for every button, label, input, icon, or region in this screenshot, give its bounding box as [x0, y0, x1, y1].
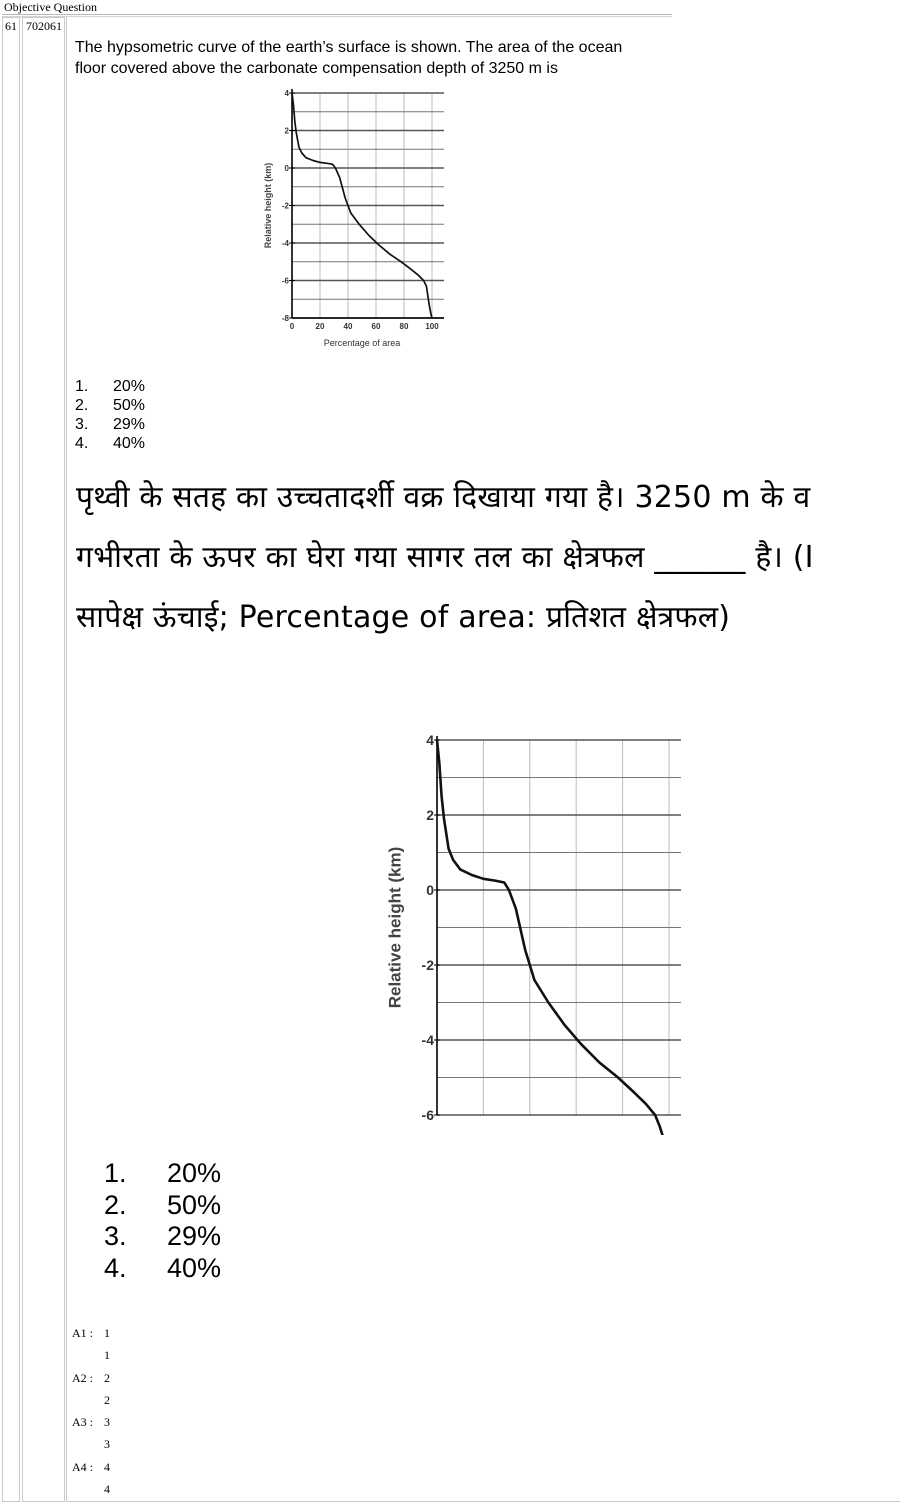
answer-sub-row	[72, 1433, 110, 1455]
options-english	[75, 377, 145, 453]
option-number: 1.	[75, 378, 89, 395]
option-number: 4.	[104, 1252, 127, 1283]
answer-key	[72, 1322, 110, 1500]
option-text: 20%	[167, 1158, 222, 1188]
question-number-cell	[2, 17, 20, 1502]
question-text-line: सापेक्ष ऊंचाई; Percentage of area: प्रतिशत क्षेत्रफल)	[76, 600, 731, 635]
y-tick-label: -4	[421, 1031, 434, 1048]
y-tick-label: -6	[421, 1106, 434, 1123]
option-item	[75, 377, 145, 396]
option-text: 40%	[113, 435, 146, 452]
answer-sub-value: 3	[104, 1437, 110, 1452]
x-tick-label: 60	[371, 322, 381, 331]
y-tick-label: -8	[281, 313, 289, 323]
section-title: Objective Question	[4, 0, 97, 14]
y-tick-label: 2	[284, 126, 289, 136]
option-text: 50%	[113, 397, 146, 414]
question-text-line: गभीरता के ऊपर का घेरा गया सागर तल का क्षेत्रफल ______ है। (I	[76, 540, 814, 575]
answer-sub-row	[72, 1389, 110, 1411]
y-tick-label: -4	[281, 238, 289, 248]
option-item	[104, 1221, 221, 1253]
question-text-line: The hypsometric curve of the earth’s surface is shown. The area of the ocean	[75, 39, 623, 56]
option-number: 2.	[104, 1189, 127, 1220]
answer-label: A3 :	[72, 1415, 93, 1430]
y-tick-label: 4	[426, 731, 434, 748]
y-axis-label: Relative height (km)	[385, 846, 405, 1009]
option-number: 4.	[75, 435, 89, 452]
y-tick-label: 0	[426, 881, 434, 898]
section-header	[2, 0, 672, 15]
answer-value: 2	[104, 1370, 110, 1385]
y-tick-label: 4	[284, 88, 289, 98]
x-tick-label: 80	[399, 322, 409, 331]
x-tick-label: 100	[425, 322, 439, 331]
option-text: 29%	[167, 1221, 222, 1251]
question-text-hindi	[76, 468, 900, 648]
question-text-line: पृथ्वी के सतह का उच्चतादर्शी वक्र दिखाया गया है। 3250 m के व	[76, 480, 811, 515]
question-text-english	[75, 37, 675, 79]
answer-value: 4	[104, 1459, 110, 1474]
option-item	[104, 1158, 221, 1190]
option-text: 29%	[113, 416, 146, 433]
answer-label: A4 :	[72, 1459, 93, 1474]
y-tick-label: -6	[281, 276, 289, 286]
option-text: 50%	[167, 1189, 222, 1220]
answer-value: 3	[104, 1415, 110, 1430]
x-axis-label: Percentage of area	[323, 338, 401, 348]
answer-sub-row	[72, 1344, 110, 1366]
answer-row	[72, 1411, 110, 1433]
y-tick-label: -2	[281, 201, 289, 211]
option-number: 1.	[104, 1158, 127, 1188]
y-tick-label: -2	[421, 956, 434, 973]
options-hindi	[104, 1158, 221, 1284]
x-tick-label: 20	[315, 322, 325, 331]
answer-sub-value: 4	[104, 1482, 110, 1497]
option-item	[104, 1253, 221, 1285]
y-tick-label: 2	[426, 806, 434, 823]
option-text: 40%	[167, 1252, 222, 1283]
answer-row	[72, 1322, 110, 1344]
x-tick-label: 0	[289, 322, 295, 331]
option-item	[75, 415, 145, 434]
answer-label: A2 :	[72, 1370, 93, 1385]
option-number: 3.	[75, 416, 89, 433]
option-item	[75, 434, 145, 453]
hypsometric-chart-small	[250, 85, 450, 365]
answer-label: A1 :	[72, 1326, 93, 1340]
answer-sub-row	[72, 1478, 110, 1500]
question-text-line: floor covered above the carbonate compensation depth of 3250 m is	[75, 60, 558, 77]
hypsometric-curve	[437, 740, 669, 1135]
question-id: 702061	[26, 19, 62, 33]
answer-row	[72, 1456, 110, 1478]
y-axis-label: Relative height (km)	[263, 162, 274, 249]
option-text: 20%	[113, 378, 146, 395]
answer-sub-value: 2	[104, 1392, 110, 1407]
answer-row	[72, 1367, 110, 1389]
option-number: 3.	[104, 1221, 127, 1251]
answer-sub-value: 1	[104, 1348, 110, 1363]
answer-value: 1	[104, 1326, 110, 1340]
x-tick-label: 40	[343, 322, 353, 331]
y-tick-label: 0	[284, 163, 289, 173]
question-number: 61	[5, 19, 17, 33]
option-item	[75, 396, 145, 415]
question-id-cell	[22, 17, 65, 1502]
option-number: 2.	[75, 397, 89, 414]
hypsometric-chart-large	[365, 725, 695, 1135]
option-item	[104, 1190, 221, 1222]
